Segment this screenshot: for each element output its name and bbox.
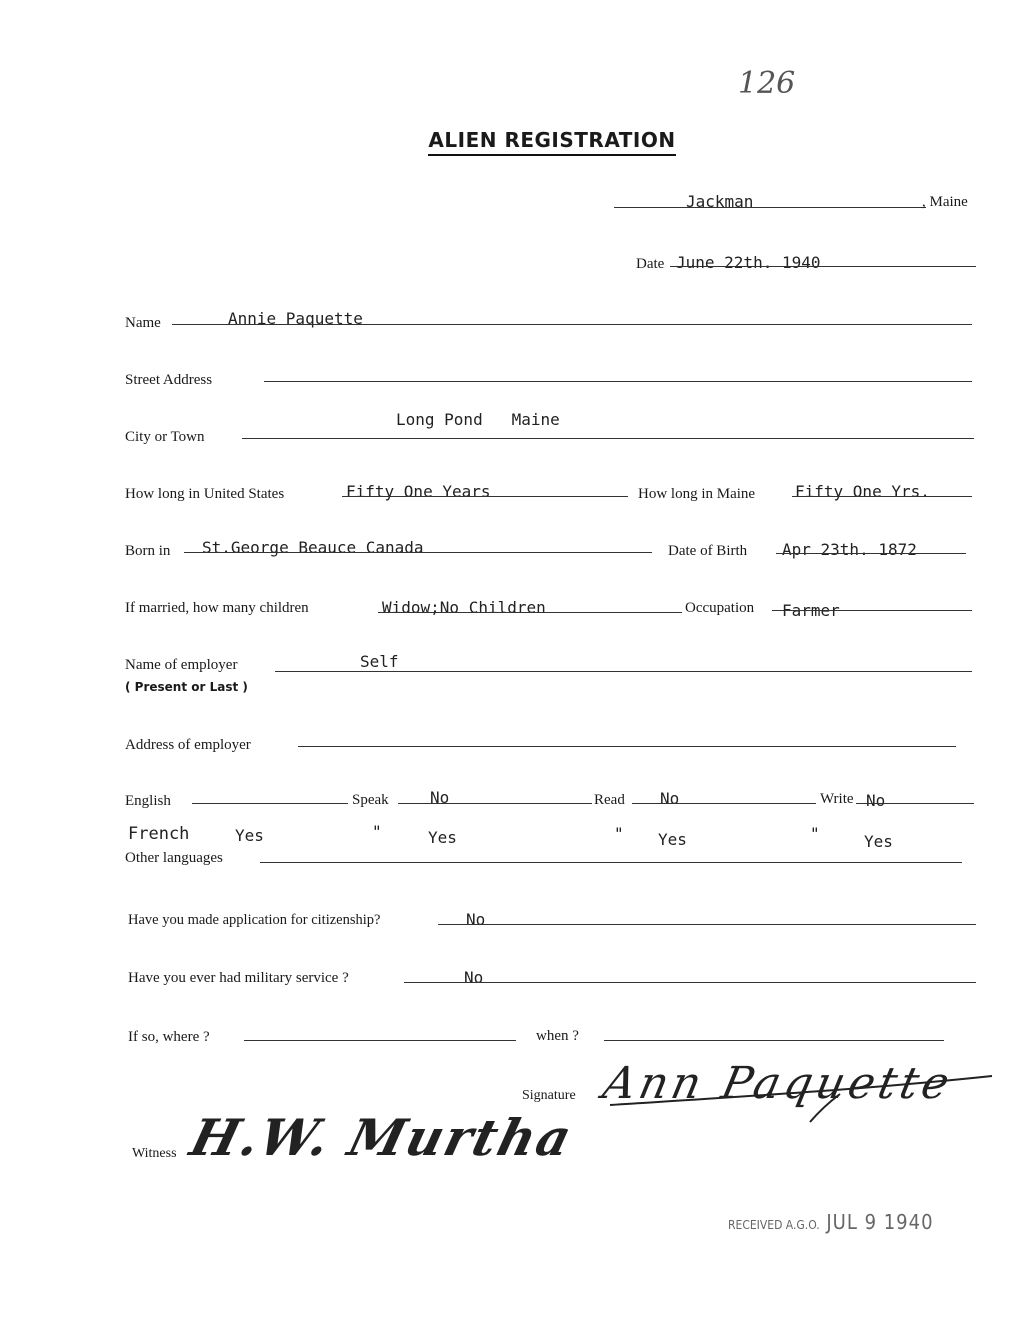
french-ditto-3: " bbox=[810, 824, 820, 843]
occupation-value: Farmer bbox=[782, 601, 840, 620]
signature-flourish bbox=[600, 1050, 1000, 1130]
form-title-text: ALIEN REGISTRATION bbox=[428, 128, 675, 156]
employer-value: Self bbox=[360, 652, 399, 671]
date-of-birth-line bbox=[776, 553, 966, 554]
employer-address-line bbox=[298, 746, 956, 747]
name-value: Annie Paquette bbox=[228, 309, 363, 328]
date-label: Date bbox=[636, 256, 665, 272]
occupation-line bbox=[772, 610, 972, 611]
when-label: when ? bbox=[536, 1028, 579, 1044]
other-languages-line bbox=[260, 862, 962, 863]
english-line bbox=[192, 803, 348, 804]
witness-value: H.W. Murtha bbox=[184, 1108, 580, 1167]
received-stamp-date: JUL 9 1940 bbox=[826, 1210, 934, 1234]
english-write-value: No bbox=[866, 791, 886, 810]
french-read: Yes bbox=[658, 830, 687, 849]
english-write-line bbox=[856, 803, 974, 804]
english-read-line bbox=[632, 803, 816, 804]
date-value: June 22th. 1940 bbox=[676, 253, 821, 272]
signature-value: Ann Paquette bbox=[598, 1058, 958, 1109]
state-label: , Maine bbox=[922, 194, 968, 210]
city-or-town-label: City or Town bbox=[125, 429, 205, 445]
name-label: Name bbox=[125, 315, 161, 331]
street-address-line bbox=[264, 381, 972, 382]
how-long-maine-line bbox=[792, 496, 972, 497]
citizenship-label: Have you made application for citizenship? bbox=[128, 912, 381, 928]
born-in-label: Born in bbox=[125, 543, 171, 559]
employer-sublabel: ( Present or Last ) bbox=[125, 680, 248, 694]
english-label: English bbox=[125, 793, 171, 809]
french-ditto-2: " bbox=[614, 824, 624, 843]
how-long-us-line bbox=[342, 496, 628, 497]
city-value: Jackman bbox=[686, 192, 754, 211]
military-line bbox=[404, 982, 976, 983]
children-label: If married, how many children bbox=[125, 600, 309, 616]
where-label: If so, where ? bbox=[128, 1029, 210, 1045]
read-label: Read bbox=[594, 792, 625, 808]
city-line bbox=[614, 207, 926, 208]
french-language: French bbox=[128, 824, 190, 844]
employer-line bbox=[275, 671, 972, 672]
speak-label: Speak bbox=[352, 792, 389, 808]
english-speak-line bbox=[398, 803, 592, 804]
military-label: Have you ever had military service ? bbox=[128, 970, 349, 986]
other-languages-label: Other languages bbox=[125, 850, 223, 866]
name-line bbox=[172, 324, 972, 325]
form-title bbox=[0, 128, 1024, 152]
children-value: Widow;No Children bbox=[382, 598, 546, 617]
children-line bbox=[378, 612, 682, 613]
street-address-label: Street Address bbox=[125, 372, 213, 388]
french-answer: Yes bbox=[235, 826, 264, 845]
received-stamp bbox=[728, 1210, 934, 1234]
signature-label: Signature bbox=[522, 1088, 576, 1103]
occupation-label: Occupation bbox=[685, 600, 755, 616]
date-line bbox=[670, 266, 976, 267]
citizenship-line bbox=[438, 924, 976, 925]
born-in-line bbox=[184, 552, 652, 553]
when-line bbox=[604, 1040, 944, 1041]
how-long-us-value: Fifty One Years bbox=[346, 482, 491, 501]
city-or-town-value: Long Pond Maine bbox=[396, 410, 560, 429]
how-long-maine-value: Fifty One Yrs. bbox=[795, 482, 930, 501]
date-of-birth-value: Apr 23th. 1872 bbox=[782, 540, 917, 559]
french-write: Yes bbox=[864, 832, 893, 851]
how-long-maine-label: How long in Maine bbox=[638, 486, 756, 502]
french-speak: Yes bbox=[428, 828, 457, 847]
military-value: No bbox=[464, 968, 484, 987]
date-of-birth-label: Date of Birth bbox=[668, 543, 748, 559]
city-or-town-line bbox=[242, 438, 974, 439]
page-number: 126 bbox=[738, 66, 796, 101]
citizenship-value: No bbox=[466, 910, 486, 929]
witness-label: Witness bbox=[132, 1146, 177, 1161]
write-label: Write bbox=[820, 791, 854, 807]
born-in-value: St.George Beauce Canada bbox=[202, 538, 424, 557]
how-long-us-label: How long in United States bbox=[125, 486, 285, 502]
employer-address-label: Address of employer bbox=[125, 737, 251, 753]
english-speak-value: No bbox=[430, 788, 450, 807]
french-ditto-1: " bbox=[372, 822, 382, 841]
received-stamp-text: RECEIVED A.G.O. bbox=[728, 1218, 820, 1232]
employer-label: Name of employer bbox=[125, 657, 238, 673]
where-line bbox=[244, 1040, 516, 1041]
english-read-value: No bbox=[660, 789, 680, 808]
